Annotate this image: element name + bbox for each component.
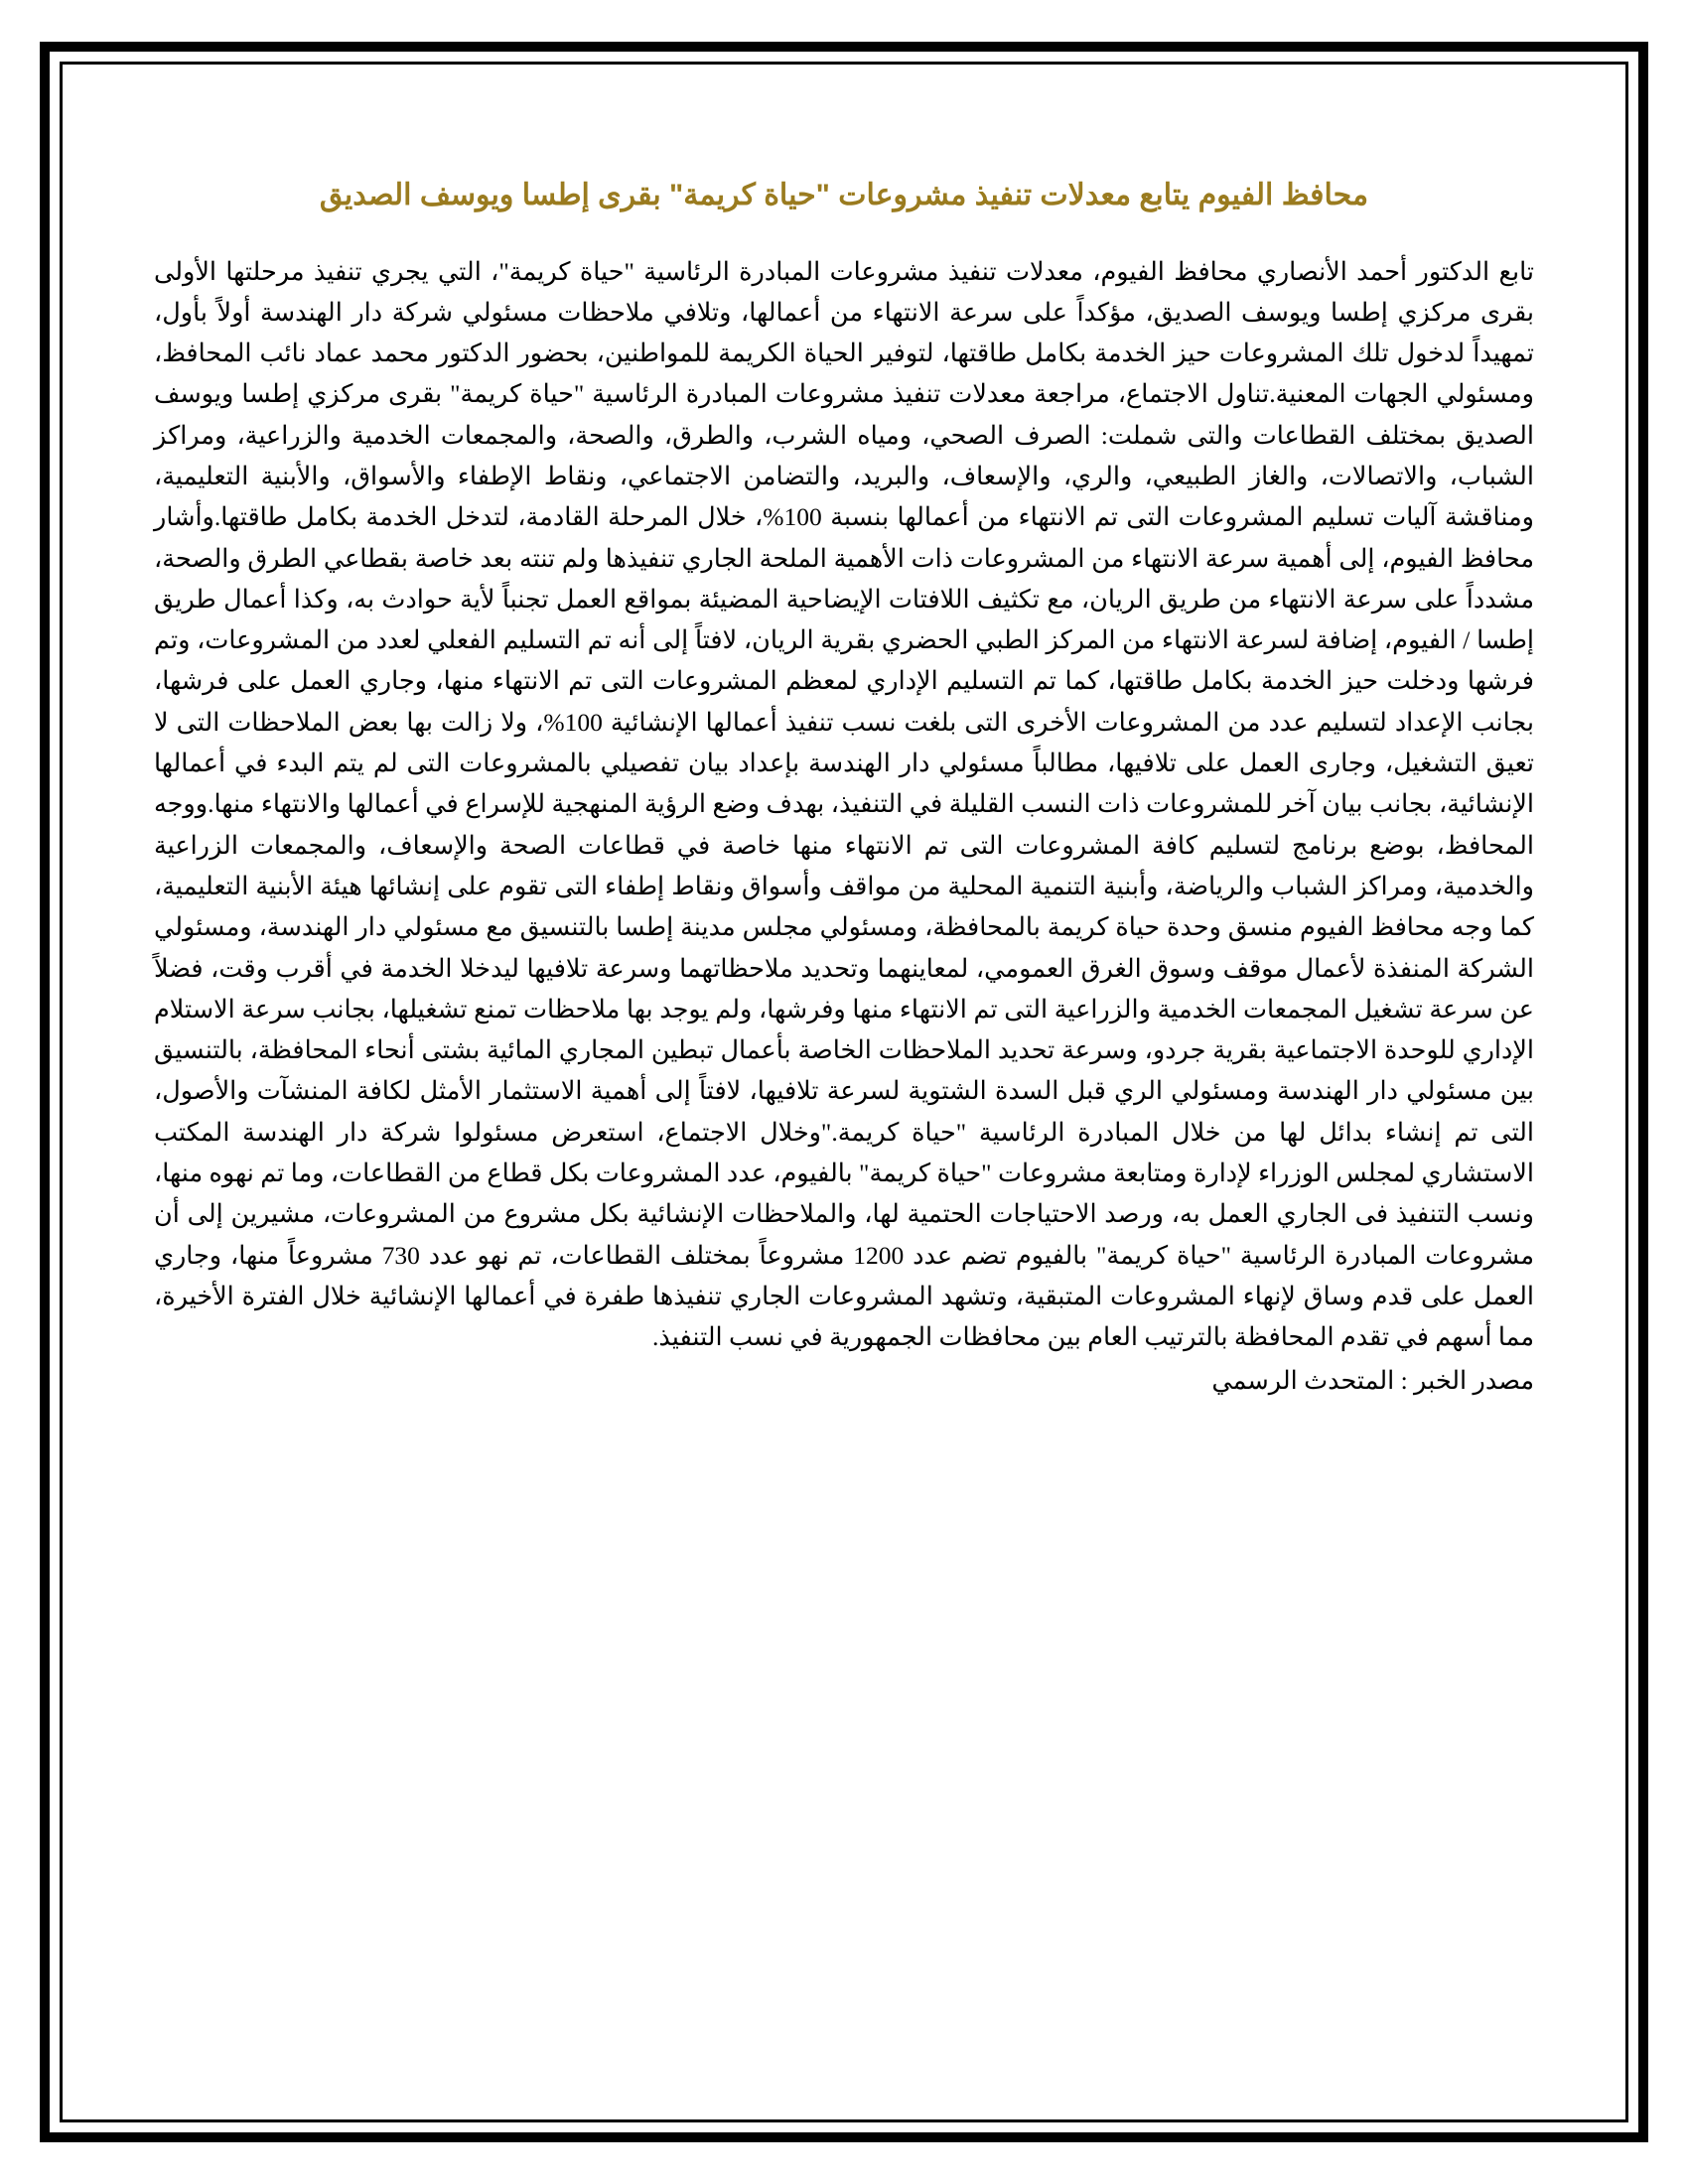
page-outer-border xyxy=(40,42,1648,2142)
page-title: محافظ الفيوم يتابع معدلات تنفيذ مشروعات "حياة كريمة" بقرى إطسا ويوسف الصديق xyxy=(319,179,1369,211)
article-body: تابع الدكتور أحمد الأنصاري محافظ الفيوم، معدلات تنفيذ مشروعات المبادرة الرئاسية "حياة كريمة"، التي يجري تنفيذ مرحلتها الأولى بقرى مركزي إطسا ويوسف الصديق، مؤكداً على سرعة الانتهاء من أعمالها، وتلافي ملاحظات مسئولي شركة دار الهندسة أولاً بأول، تمهيداً لدخول تلك المشروعات حيز الخدمة بكامل طاقتها، لتوفير الحياة الكريمة للمواطنين، بحضور الدكتور محمد عماد نائب المحافظ، ومسئولي الجهات المعنية.تناول الاجتماع، مراجعة معدلات تنفيذ مشروعات المبادرة الرئاسية "حياة كريمة" بقرى مركزي إطسا ويوسف الصديق بمختلف القطاعات والتى شملت: الصرف الصحي، ومياه الشرب، والطرق، والصحة، والمجمعات الخدمية والزراعية، ومراكز الشباب، والاتصالات، والغاز الطبيعي، والري، والإسعاف، والبريد، والتضامن الاجتماعي، ونقاط الإطفاء والأسواق، والأبنية التعليمية، ومناقشة آليات تسليم المشروعات التى تم الانتهاء من أعمالها بنسبة 100%، خلال المرحلة القادمة، لتدخل الخدمة بكامل طاقتها.وأشار محافظ الفيوم، إلى أهمية سرعة الانتهاء من المشروعات ذات الأهمية الملحة الجاري تنفيذها ولم تنته بعد خاصة بقطاعي الطرق والصحة، مشدداً على سرعة الانتهاء من طريق الريان، مع تكثيف اللافتات الإيضاحية المضيئة بمواقع العمل تجنباً لأية حوادث به، وكذا أعمال طريق إطسا / الفيوم، إضافة لسرعة الانتهاء من المركز الطبي الحضري بقرية الريان، لافتاً إلى أنه تم التسليم الفعلي لعدد من المشروعات، وتم فرشها ودخلت حيز الخدمة بكامل طاقتها، كما تم التسليم الإداري لمعظم المشروعات التى تم الانتهاء منها، وجاري العمل على فرشها، بجانب الإعداد لتسليم عدد من المشروعات الأخرى التى بلغت نسب تنفيذ أعمالها الإنشائية 100%، ولا زالت بها بعض الملاحظات التى لا تعيق التشغيل، وجارى العمل على تلافيها، مطالباً مسئولي دار الهندسة بإعداد بيان تفصيلي بالمشروعات التى لم يتم البدء في أعمالها الإنشائية، بجانب بيان آخر للمشروعات ذات النسب القليلة في التنفيذ، بهدف وضع الرؤية المنهجية للإسراع في أعمالها والانتهاء منها.ووجه المحافظ، بوضع برنامج لتسليم كافة المشروعات التى تم الانتهاء منها خاصة في قطاعات الصحة والإسعاف، والمجمعات الزراعية والخدمية، ومراكز الشباب والرياضة، وأبنية التنمية المحلية من مواقف وأسواق ونقاط إطفاء التى تقوم على إنشائها هيئة الأبنية التعليمية، كما وجه محافظ الفيوم منسق وحدة حياة كريمة بالمحافظة، ومسئولي مجلس مدينة إطسا بالتنسيق مع مسئولي دار الهندسة، ومسئولي الشركة المنفذة لأعمال موقف وسوق الغرق العمومي، لمعاينهما وتحديد ملاحظاتهما وسرعة تلافيها ليدخلا الخدمة في أقرب وقت، فضلاً عن سرعة تشغيل المجمعات الخدمية والزراعية التى تم الانتهاء منها وفرشها، ولم يوجد بها ملاحظات تمنع تشغيلها، بجانب سرعة الاستلام الإداري للوحدة الاجتماعية بقرية جردو، وسرعة تحديد الملاحظات الخاصة بأعمال تبطين المجاري المائية بشتى أنحاء المحافظة، بالتنسيق بين مسئولي دار الهندسة ومسئولي الري قبل السدة الشتوية لسرعة تلافيها، لافتاً إلى أهمية الاستثمار الأمثل لكافة المنشآت والأصول، التى تم إنشاء بدائل لها من خلال المبادرة الرئاسية "حياة كريمة."وخلال الاجتماع، استعرض مسئولوا شركة دار الهندسة المكتب الاستشاري لمجلس الوزراء لإدارة ومتابعة مشروعات "حياة كريمة" بالفيوم، عدد المشروعات بكل قطاع من القطاعات، وما تم نهوه منها، ونسب التنفيذ فى الجاري العمل به، ورصد الاحتياجات الحتمية لها، والملاحظات الإنشائية بكل مشروع من المشروعات، مشيرين إلى أن مشروعات المبادرة الرئاسية "حياة كريمة" بالفيوم تضم عدد 1200 مشروعاً بمختلف القطاعات، تم نهو عدد 730 مشروعاً منها، وجاري العمل على قدم وساق لإنهاء المشروعات المتبقية، وتشهد المشروعات الجاري تنفيذها طفرة في أعمالها الإنشائية خلال الفترة الأخيرة، مما أسهم في تقدم المحافظة بالترتيب العام بين محافظات الجمهورية في نسب التنفيذ. xyxy=(154,256,1534,1352)
news-source-line: مصدر الخبر : المتحدث الرسمي xyxy=(1211,1365,1534,1395)
page-inner-border xyxy=(60,62,1628,2122)
